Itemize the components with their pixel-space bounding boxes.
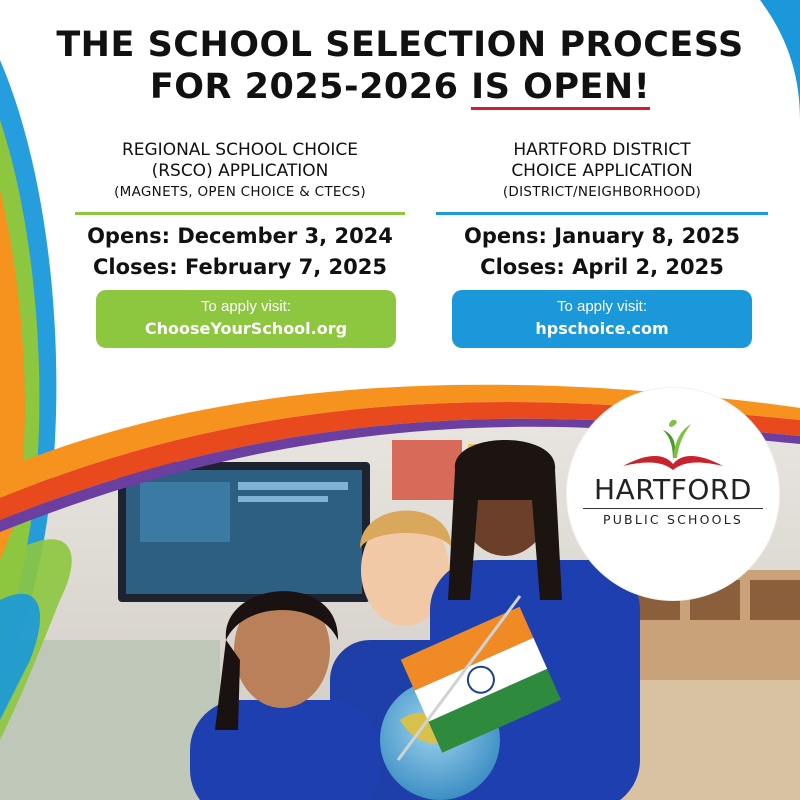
- rsco-dates: [75, 221, 405, 283]
- headline-line-1: THE SCHOOL SELECTION PROCESS: [56, 25, 744, 65]
- district-apply-button[interactable]: [452, 290, 752, 348]
- district-title-line-2: CHOICE APPLICATION: [511, 161, 693, 181]
- district-apply-label: To apply visit:: [556, 298, 648, 315]
- rsco-opens: Opens: December 3, 2024: [87, 224, 393, 248]
- headline-open-emphasis: IS OPEN!: [471, 67, 650, 110]
- logo-subword: PUBLIC SCHOOLS: [602, 512, 744, 527]
- rsco-title-line-3: (MAGNETS, OPEN CHOICE & CTECS): [114, 184, 366, 200]
- rsco-title-line-1: REGIONAL SCHOOL CHOICE: [121, 140, 359, 160]
- rsco-section: [75, 140, 405, 283]
- headline: [0, 24, 800, 108]
- logo-rule: [583, 508, 763, 509]
- district-dates: [436, 221, 768, 283]
- headline-line-2-prefix: FOR 2025-2026: [149, 67, 472, 107]
- hartford-public-schools-logo: [567, 388, 779, 600]
- rsco-apply-link[interactable]: ChooseYourSchool.org: [144, 319, 348, 338]
- rsco-divider: [75, 212, 405, 215]
- district-section: [436, 140, 768, 283]
- sprout-book-icon: [619, 414, 727, 474]
- district-apply-link[interactable]: hpschoice.com: [535, 319, 669, 338]
- rsco-apply-label: To apply visit:: [200, 298, 292, 315]
- district-title-line-3: (DISTRICT/NEIGHBORHOOD): [502, 184, 702, 200]
- headline-line-2: [0, 66, 800, 108]
- rsco-apply-button[interactable]: [96, 290, 396, 348]
- rsco-title-line-2: (RSCO) APPLICATION: [151, 161, 329, 181]
- district-title-line-1: HARTFORD DISTRICT: [513, 140, 691, 160]
- district-closes: Closes: April 2, 2025: [480, 255, 724, 279]
- district-opens: Opens: January 8, 2025: [463, 224, 741, 248]
- logo-wordmark: HARTFORD: [594, 473, 752, 506]
- district-divider: [436, 212, 768, 215]
- rsco-closes: Closes: February 7, 2025: [93, 255, 387, 279]
